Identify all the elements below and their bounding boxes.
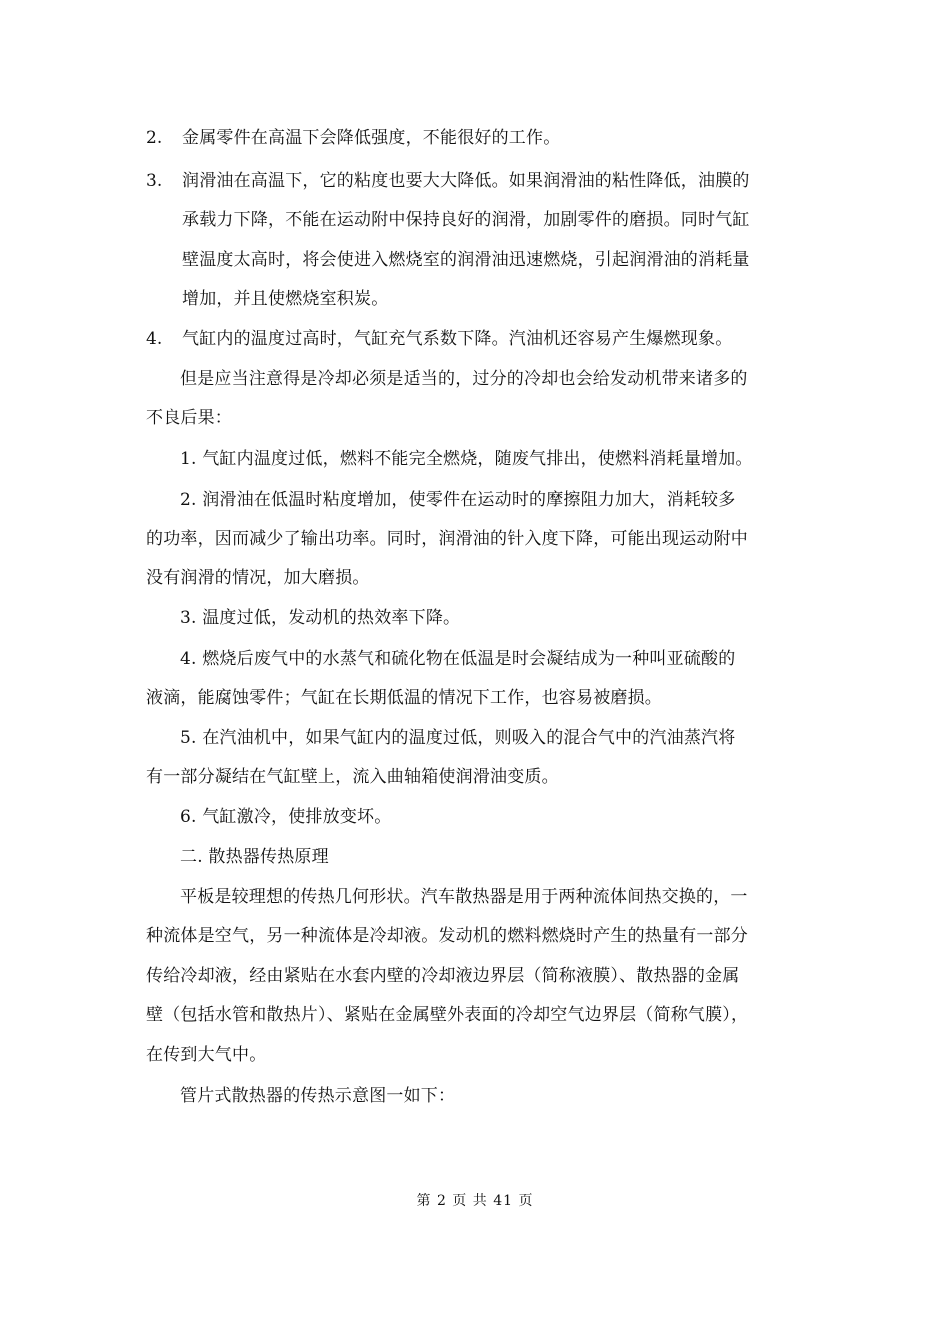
list-item-text: 4. 燃烧后废气中的水蒸气和硫化物在低温是时会凝结成为一种叫亚硫酸的: [180, 649, 736, 669]
section-heading: 二. 散热器传热原理: [180, 847, 329, 867]
list-item-text: 有一部分凝结在气缸壁上，流入曲轴箱使润滑油变质。: [146, 767, 559, 787]
list-item-text: 液滴，能腐蚀零件；气缸在长期低温的情况下工作，也容易被磨损。: [146, 688, 662, 708]
paragraph-line: 平板是较理想的传热几何形状。汽车散热器是用于两种流体间热交换的，一: [180, 887, 748, 907]
list-item-text: 气缸内的温度过高时，气缸充气系数下降。汽油机还容易产生爆燃现象。: [182, 329, 733, 349]
paragraph-line: 不良后果：: [146, 408, 232, 428]
list-item-number: 3.: [146, 171, 163, 191]
list-item-text: 3. 温度过低，发动机的热效率下降。: [180, 608, 461, 628]
paragraph-line: 但是应当注意得是冷却必须是适当的，过分的冷却也会给发动机带来诸多的: [180, 369, 748, 389]
paragraph-line: 传给冷却液，经由紧贴在水套内壁的冷却液边界层（简称液膜）、散热器的金属: [146, 966, 740, 986]
list-item-text: 的功率，因而减少了输出功率。同时，润滑油的针入度下降，可能出现运动附中: [146, 529, 748, 549]
list-item-text: 5. 在汽油机中，如果气缸内的温度过低，则吸入的混合气中的汽油蒸汽将: [180, 728, 736, 748]
list-item-number: 4.: [146, 329, 163, 349]
list-item-text: 6. 气缸激冷，使排放变坏。: [180, 807, 392, 827]
list-item-text: 金属零件在高温下会降低强度，不能很好的工作。: [182, 128, 561, 148]
figure-reference: 管片式散热器的传热示意图一如下：: [180, 1086, 456, 1106]
list-item-text: 润滑油在高温下，它的粘度也要大大降低。如果润滑油的粘性降低，油膜的: [182, 171, 750, 191]
paragraph-line: 在传到大气中。: [146, 1045, 267, 1065]
list-item-text: 1. 气缸内温度过低，燃料不能完全燃烧，随废气排出，使燃料消耗量增加。: [180, 449, 753, 469]
paragraph-line: 种流体是空气，另一种流体是冷却液。发动机的燃料燃烧时产生的热量有一部分: [146, 926, 748, 946]
page-footer: 第 2 页 共 41 页: [416, 1193, 534, 1209]
list-item-text: 壁温度太高时，将会使进入燃烧室的润滑油迅速燃烧，引起润滑油的消耗量: [182, 250, 750, 270]
list-item-text: 2. 润滑油在低温时粘度增加，使零件在运动时的摩擦阻力加大，消耗较多: [180, 490, 736, 510]
paragraph-line: 壁（包括水管和散热片）、紧贴在金属壁外表面的冷却空气边界层（简称气膜），: [146, 1005, 749, 1025]
list-item-text: 没有润滑的情况，加大磨损。: [146, 568, 370, 588]
list-item-text: 增加，并且使燃烧室积炭。: [182, 289, 389, 309]
list-item-text: 承载力下降，不能在运动附中保持良好的润滑，加剧零件的磨损。同时气缸: [182, 210, 750, 230]
list-item-number: 2.: [146, 128, 163, 148]
